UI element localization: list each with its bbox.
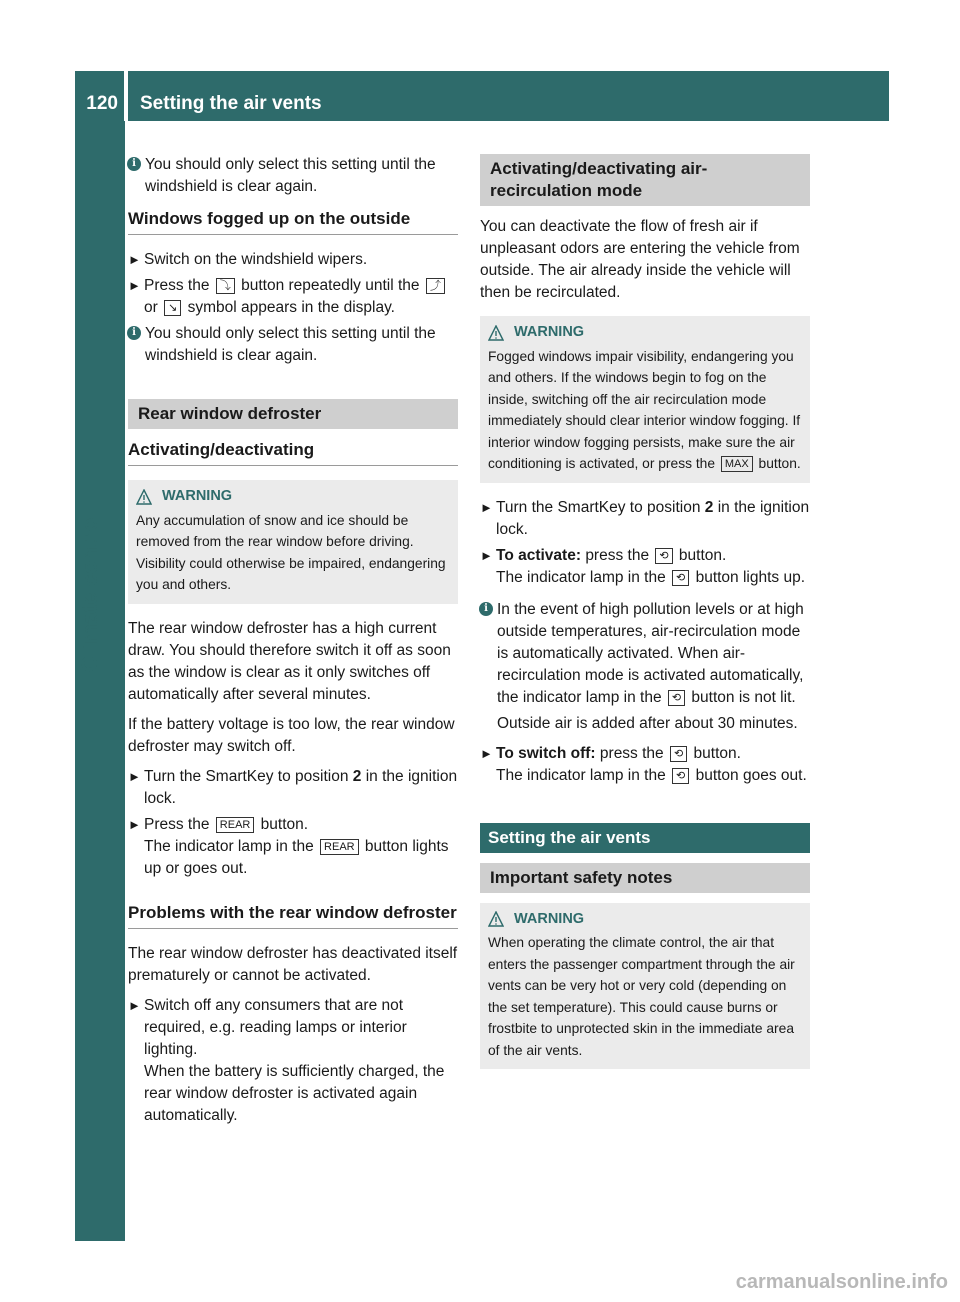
- heading-problems: Problems with the rear window defroster: [128, 902, 458, 929]
- recirculation-icon: ⟲: [655, 548, 672, 564]
- step-press-airflow: ► Press the ⤵ button repeatedly until the ⤴ or ↘ symbol appears in the display.: [128, 275, 458, 319]
- step-wipers: ► Switch on the windshield wipers.: [128, 249, 458, 271]
- section-rear-defroster: Rear window defroster: [128, 399, 458, 429]
- warning-title: WARNING: [488, 322, 802, 344]
- info-icon: i: [127, 157, 141, 171]
- warning-icon: [488, 325, 504, 341]
- arrow-icon: ►: [128, 278, 141, 293]
- page-header: [75, 71, 889, 121]
- arrow-icon: ►: [480, 499, 493, 515]
- left-column: [128, 154, 458, 1131]
- airflow-button-icon: ⤵: [216, 278, 235, 294]
- section-title-bar: Setting the air vents: [480, 823, 810, 853]
- rear-defroster-icon: REAR: [320, 839, 359, 855]
- warning-icon: [136, 489, 152, 505]
- arrow-icon: ►: [480, 547, 493, 563]
- side-tab-label: Climate control: [77, 511, 102, 672]
- heading-activating: Activating/deactivating: [128, 439, 458, 466]
- rear-defroster-icon: REAR: [216, 817, 255, 833]
- header-title: Setting the air vents: [140, 93, 322, 114]
- paragraph: The rear window defroster has a high current draw. You should therefore switch it off as soon as the window is clear as it only switches off automatically after several minutes.: [128, 619, 451, 703]
- header-divider: [124, 71, 128, 121]
- recirculation-icon: ⟲: [670, 746, 687, 762]
- right-column: [480, 154, 810, 1083]
- recirculation-icon: ⟲: [672, 768, 689, 784]
- arrow-icon: ►: [128, 997, 141, 1013]
- step-activate: ► To activate: press the ⟲ button. The indicator lamp in the ⟲ button lights up.: [480, 546, 806, 586]
- recirculation-icon: ⟲: [672, 570, 689, 586]
- arrow-icon: ►: [480, 745, 493, 761]
- arrow-icon: ►: [128, 768, 141, 784]
- step-switch-off: ► To switch off: press the ⟲ button. The indicator lamp in the ⟲ button goes out.: [480, 744, 807, 784]
- warning-box: WARNING Fogged windows impair visibility, endangering you and others. If the windows begin to fog on the inside, switching off the air recirculation mode immediately should clear interior window fogging. If interior window fogging persists, make sure the air conditioning is activated, or press the MAX button.: [480, 316, 810, 483]
- step-press-rear: ► Press the REAR button. The indicator lamp in the REAR button lights up or goes out.: [128, 815, 449, 877]
- arrow-icon: ►: [128, 252, 141, 267]
- warning-title: WARNING: [488, 909, 802, 931]
- page-number: 120: [86, 93, 118, 114]
- paragraph: You can deactivate the flow of fresh air if unpleasant odors are entering the vehicle from outside. The air already inside the vehicle will then be recirculated.: [480, 218, 800, 301]
- step-switch-off-consumers: ► Switch off any consumers that are not required, e.g. reading lamps or interior lighting. When the battery is sufficiently charged, the rear window defroster is activated again automatically.: [128, 996, 445, 1124]
- info-icon: i: [127, 326, 141, 340]
- warning-title: WARNING: [136, 486, 450, 508]
- airflow-mode-icon: ⤴: [426, 278, 445, 294]
- paragraph: The rear window defroster has deactivated itself prematurely or cannot be activated.: [128, 944, 458, 984]
- step-smartkey: ► Turn the SmartKey to position 2 in the ignition lock.: [128, 767, 458, 807]
- warning-box: WARNING When operating the climate control, the air that enters the passenger compartment through the air vents can be very hot or very cold (depending on the set temperature). This could cause burns or frostbite to unprotected skin in the immediate area of the air vents.: [480, 903, 810, 1070]
- paragraph: If the battery voltage is too low, the rear window defroster may switch off.: [128, 715, 455, 755]
- max-defrost-icon: MAX: [721, 456, 753, 472]
- warning-icon: [488, 911, 504, 927]
- arrow-icon: ►: [128, 816, 141, 832]
- recirculation-icon: ⟲: [668, 690, 685, 706]
- section-air-recirculation: Activating/deactivating air-recirculation mode: [480, 154, 810, 206]
- side-tab: [75, 121, 125, 1241]
- airflow-mode-alt-icon: ↘: [164, 300, 181, 316]
- warning-box: WARNING Any accumulation of snow and ice should be removed from the rear window before driving. Visibility could otherwise be impaired, endangering you and others.: [128, 480, 458, 604]
- info-note: i You should only select this setting until the windshield is clear again.: [128, 323, 458, 367]
- info-icon: i: [479, 602, 493, 616]
- footer-watermark: carmanualsonline.info: [735, 1271, 948, 1293]
- section-safety-notes: Important safety notes: [480, 863, 810, 893]
- info-note: i In the event of high pollution levels or at high outside temperatures, air-recirculation mode is automatically activated. When air-recirculation mode is activated automatically, the indicator lamp in the ⟲ button is not lit. Outside air is added after about 30 minutes.: [480, 599, 810, 735]
- info-note: i You should only select this setting until the windshield is clear again.: [128, 154, 458, 198]
- heading-fog-outside: Windows fogged up on the outside: [128, 208, 458, 235]
- step-smartkey: ► Turn the SmartKey to position 2 in the ignition lock.: [480, 498, 810, 538]
